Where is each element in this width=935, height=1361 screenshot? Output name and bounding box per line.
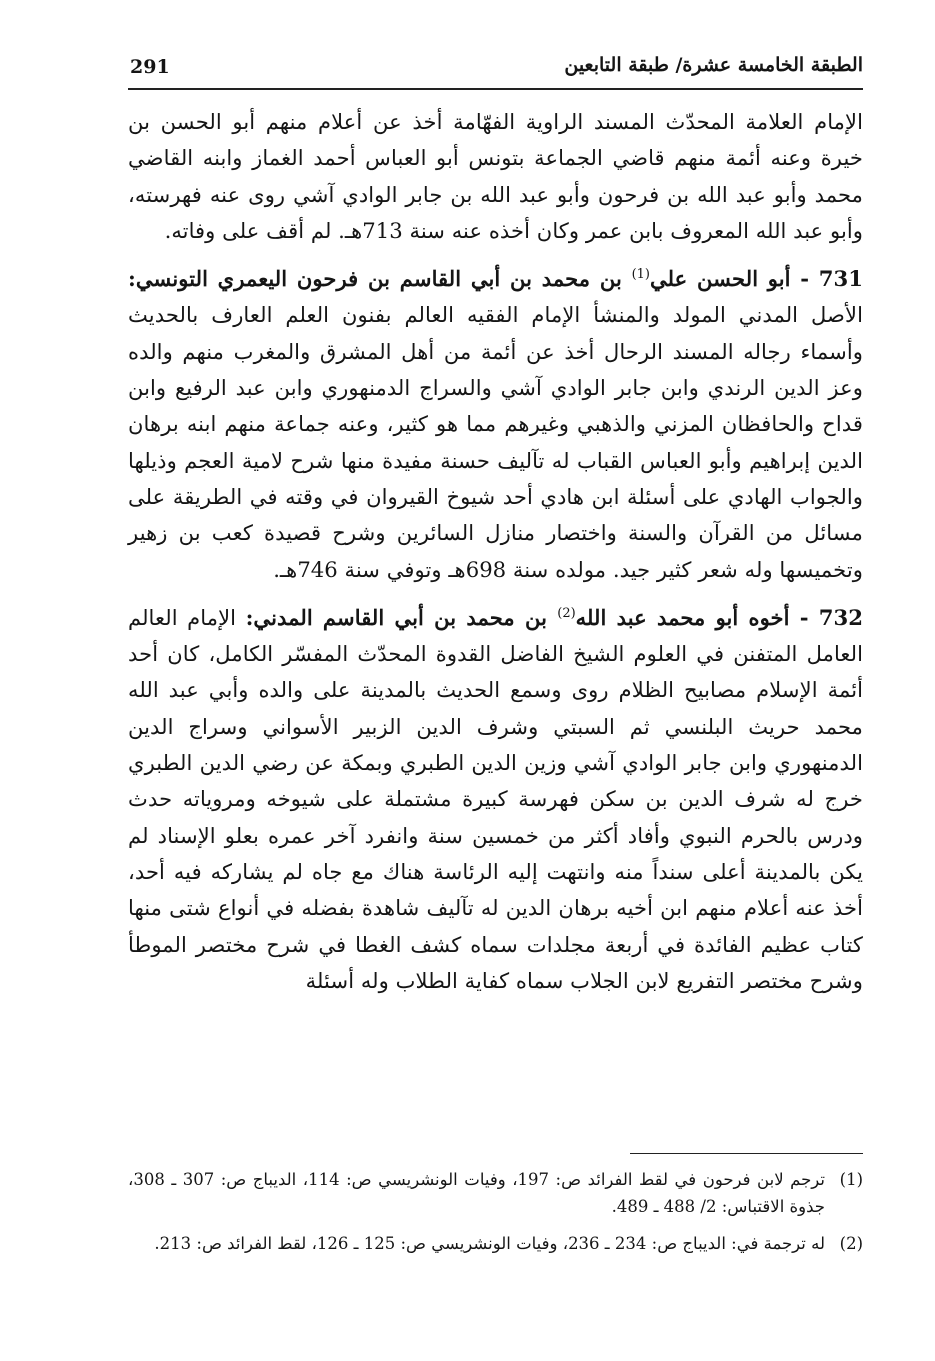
entry-732-heading-part-a: 732 - أخوه أبو محمد عبد الله (575, 604, 863, 630)
intro-paragraph: الإمام العلامة المحدّث المسند الراوية الفهّامة أخذ عن أعلام منهم أبو الحسن بن خيرة وعنه أئمة منهم قاضي الجماعة بتونس أبو العباس أحمد الغماز وابنه القاضي محمد وأبو عبد الله بن فرحون وأبو عبد الله بن جابر الوادي آشي روى عنه فهرسته، وأبو عبد الله المعروف بابن عمر وكان أخذه عنه سنة 713هـ. لم أقف على وفاته. (128, 109, 863, 243)
entry-732-text: الإمام العالم العامل المتفنن في العلوم الشيخ الفاضل القدوة المحدّث المفسّر الكامل، كان أحد أئمة الإسلام مصابيح الظلام روى وسمع الحديث بالمدينة على والده وأبي عبد الله محمد حريث البلنسي ثم السبتي وشرف الدين الزبير الأسواني وسراج الدين الدمنهوري وابن جابر الوادي آشي وزين الدين الطبري وبمكة عن رضي الدين الطبري خرج له شرف الدين بن سكن فهرسة كبيرة مشتملة على شيوخه ومروياته حدث ودرس بالحرم النبوي وأفاد أكثر من خمسين سنة وانفرد آخر عمره بعلو الإسناد لم يكن بالمدينة أعلى سنداً منه وانتهت إليه الرئاسة هناك مع جاه لم يشاركه فيه أحد، أخذ عنه أعلام منهم ابن أخيه برهان الدين له تآليف شاهدة بفضله في أنواع شتى منها كتاب عظيم الفائدة في أربعة مجلدات سماه كشف الغطا في شرح مختصر الموطأ وشرح مختصر التفريع لابن الجلاب سماه كفاية الطلاب وله أسئلة (128, 604, 863, 993)
footnote-rule (630, 1153, 863, 1154)
entry-732-heading-part-b: بن محمد بن أبي القاسم المدني: (245, 604, 558, 630)
footnote-2-number: (2) (839, 1234, 863, 1253)
entry-732 (128, 600, 863, 999)
footnote-1-number: (1) (839, 1170, 863, 1189)
entry-731-heading-part-b: بن محمد بن أبي القاسم بن فرحون اليعمري التونسي: (128, 266, 632, 292)
footnote-ref-2: (2) (557, 605, 576, 621)
page-number: 291 (130, 56, 170, 78)
footnote-1 (128, 1166, 863, 1220)
footnote-ref-1: (1) (631, 267, 650, 283)
page-header (130, 52, 863, 86)
entry-731-heading (128, 266, 863, 291)
footnote-2 (128, 1230, 863, 1257)
running-title: الطبقة الخامسة عشرة/ طبقة التابعين (564, 54, 863, 76)
entry-731-text: الأصل المدني المولد والمنشأ الإمام الفقيه العالم بفنون العلم العارف بالحديث وأسماء رجاله المسند الرحال أخذ عن أئمة من أهل المشرق والمغرب منهم والده وعز الدين الرندي وابن جابر الوادي آشي والسراج الدمنهوري وابن عبد الرفيع وابن قداح والحافظان المزني والذهبي وغيرهم مما هو كثير، وعنه جماعة منهم ابنه برهان الدين إبراهيم وأبو العباس القباب له تآليف حسنة مفيدة منها شرح لامية العجم وذيلها والجواب الهادي على أسئلة ابن هادي أحد شيوخ القيروان في وقته في الطريقة على مسائل من القرآن والسنة واختصار منازل السائرين وشرح قصيدة كعب بن زهير وتخميسها وله شعر كثير جيد. مولده سنة 698هـ وتوفي سنة 746هـ. (128, 302, 863, 582)
footnote-1-text: ترجم لابن فرحون في لقط الفرائد ص: 197، وفيات الونشريسي ص: 114، الديباج ص: 307 ـ 308، جذوة الاقتباس: 2/ 488 ـ 489. (128, 1170, 826, 1216)
header-rule (128, 88, 863, 90)
main-text (128, 104, 863, 999)
footnotes (128, 1166, 863, 1267)
entry-732-heading (246, 605, 863, 630)
footnote-2-text: له ترجمة في: الديباج ص: 234 ـ 236، وفيات الونشريسي ص: 125 ـ 126، لقط الفرائد ص: 213. (154, 1234, 825, 1253)
entry-731 (128, 261, 863, 588)
entry-731-heading-part-a: 731 - أبو الحسن علي (650, 266, 863, 292)
